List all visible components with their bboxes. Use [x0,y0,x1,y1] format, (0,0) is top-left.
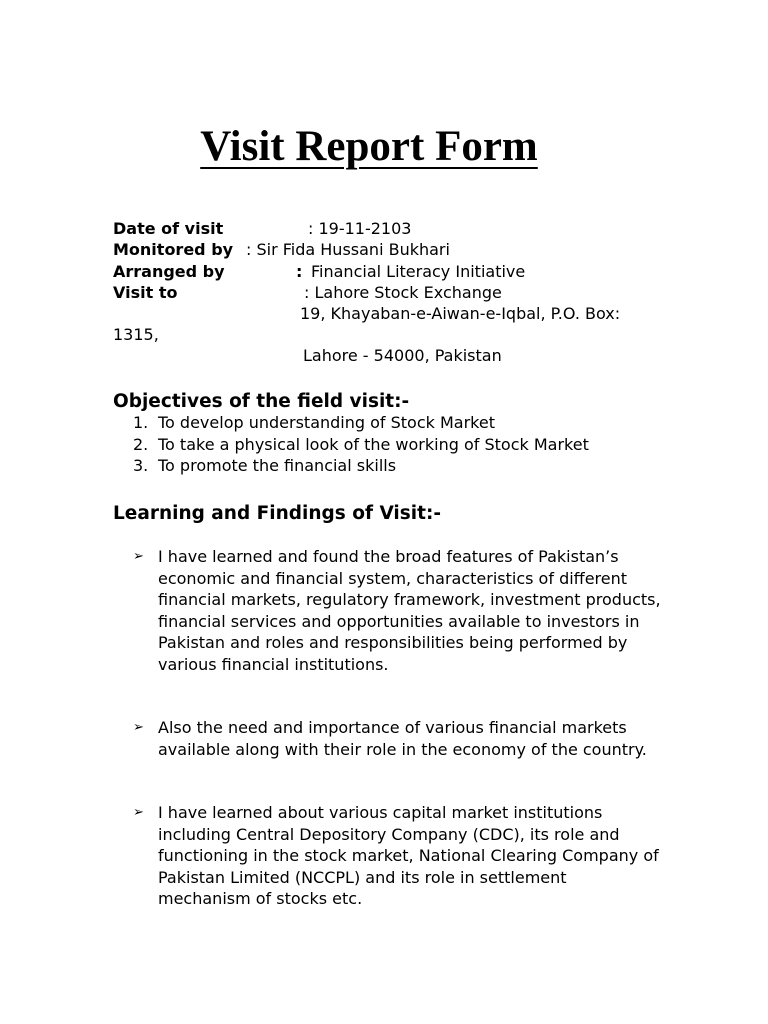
monitored-label: Monitored by [113,240,234,259]
date-value: : 19-11-2103 [308,219,412,238]
date-label: Date of visit [113,219,224,238]
visit-to-row [113,282,502,303]
monitored-value: : Sir Fida Hussani Bukhari [246,240,450,259]
monitored-by-row [113,239,450,260]
arranged-label: Arranged by [113,262,225,281]
arranged-colon: : [296,262,303,281]
finding-item [133,717,663,760]
finding-item [133,546,663,675]
finding-text: I have learned about various capital market institutions including Central Depository Company (CDC), its role and functioning in the stock market, National Clearing Company of Pakistan Limited (NCCPL) and its role in settlement mechanism of stocks etc. [158,803,659,908]
finding-text: Also the need and importance of various financial markets available along with their role in the economy of the country. [158,718,647,759]
objectives-list [113,412,589,477]
objective-item: 1. To develop understanding of Stock Market [133,413,495,432]
objective-item: 2. To take a physical look of the working of Stock Market [133,434,589,454]
arrow-bullet-icon: ➢ [133,720,144,735]
findings-heading: Learning and Findings of Visit:- [113,503,442,524]
page-title: Visit Report Form [200,123,538,170]
arrow-bullet-icon: ➢ [133,549,144,564]
address-line-1: 19, Khayaban-e-Aiwan-e-Iqbal, P.O. Box: [300,304,621,323]
address-line-3: Lahore - 54000, Pakistan [303,346,502,365]
address-line-2: 1315, [113,325,159,344]
arranged-value: Financial Literacy Initiative [311,262,526,281]
arrow-bullet-icon: ➢ [133,805,144,820]
visit-value: : Lahore Stock Exchange [304,283,502,302]
objective-item: 3. To promote the financial skills [133,456,397,475]
finding-text: I have learned and found the broad features of Pakistan’s economic and financial system, characteristics of different financial markets, regulatory framework, investment products, financial services and opportunities available to investors in Pakistan and roles and responsibilities being performed by various financial institutions. [158,547,661,674]
visit-label: Visit to [113,283,178,302]
arranged-by-row [113,261,525,282]
finding-item [133,802,663,910]
objectives-heading: Objectives of the field visit:- [113,391,410,412]
date-of-visit-row [113,218,411,239]
